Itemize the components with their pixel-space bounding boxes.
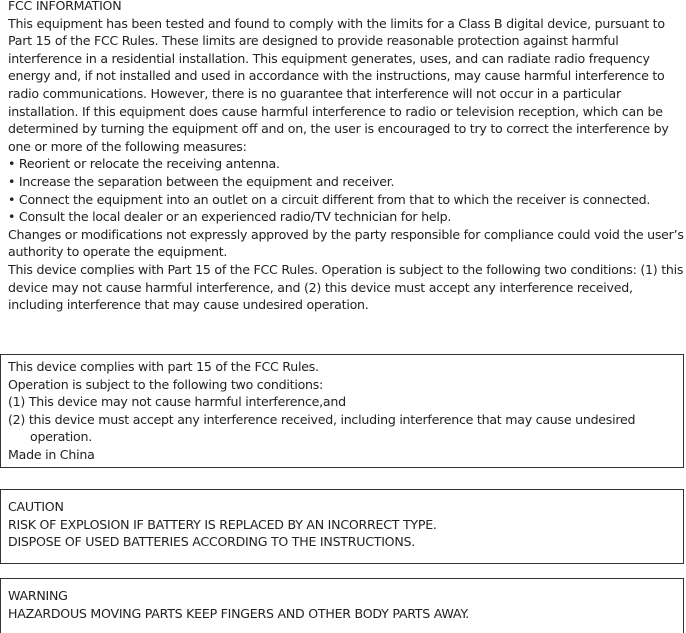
warning-title: WARNING: [8, 588, 68, 603]
warning-box: [0, 578, 684, 633]
measure-item: • Increase the separation between the equipment and receiver.: [8, 173, 395, 189]
warning-line: HAZARDOUS MOVING PARTS KEEP FINGERS AND OTHER BODY PARTS AWAY.: [8, 605, 469, 621]
conditions-intro-line: Operation is subject to the following two conditions:: [8, 376, 324, 392]
fcc-information-heading: FCC INFORMATION: [8, 0, 122, 13]
measure-item: • Consult the local dealer or an experienced radio/TV technician for help.: [8, 209, 452, 225]
changes-paragraph: Changes or modifications not expressly approved by the party responsible for compliance could void the user’s authority to operate the equipment.: [8, 226, 684, 260]
fcc-information-section: [8, 0, 684, 314]
compliance-line: This device complies with part 15 of the FCC Rules.: [8, 359, 319, 374]
caution-line: RISK OF EXPLOSION IF BATTERY IS REPLACED BY AN INCORRECT TYPE.: [8, 516, 437, 532]
caution-title: CAUTION: [8, 499, 64, 514]
measure-item: • Connect the equipment into an outlet on a circuit different from that to which the receiver is connected.: [8, 191, 651, 207]
compliance-label-box: [0, 354, 684, 468]
condition-item: (1) This device may not cause harmful interference,and: [8, 394, 346, 410]
compliance-paragraph: This device complies with Part 15 of the FCC Rules. Operation is subject to the following two conditions: (1) this device may not cause harmful interference, and (2) this device must accept any interference received, including interference that may cause undesired operation.: [8, 261, 684, 313]
measure-item: • Reorient or relocate the receiving antenna.: [8, 156, 280, 172]
condition-item: (2) this device must accept any interference received, including interference that may cause undesired operation.: [8, 411, 636, 445]
fcc-intro-paragraph: This equipment has been tested and found to comply with the limits for a Class B digital device, pursuant to Part 15 of the FCC Rules. These limits are designed to provide reasonable protection against harmful interference in a residential installation. This equipment generates, uses, and can radiate radio frequency energy and, if not installed and used in accordance with the instructions, may cause harmful interference to radio communications. However, there is no guarantee that interference will not occur in a particular installation. If this equipment does cause harmful interference to radio or television reception, which can be determined by turning the equipment off and on, the user is encouraged to try to correct the interference by one or more of the following measures:: [8, 15, 669, 154]
made-in-line: Made in China: [8, 446, 95, 462]
caution-line: DISPOSE OF USED BATTERIES ACCORDING TO THE INSTRUCTIONS.: [8, 534, 416, 550]
caution-box: [0, 489, 684, 564]
